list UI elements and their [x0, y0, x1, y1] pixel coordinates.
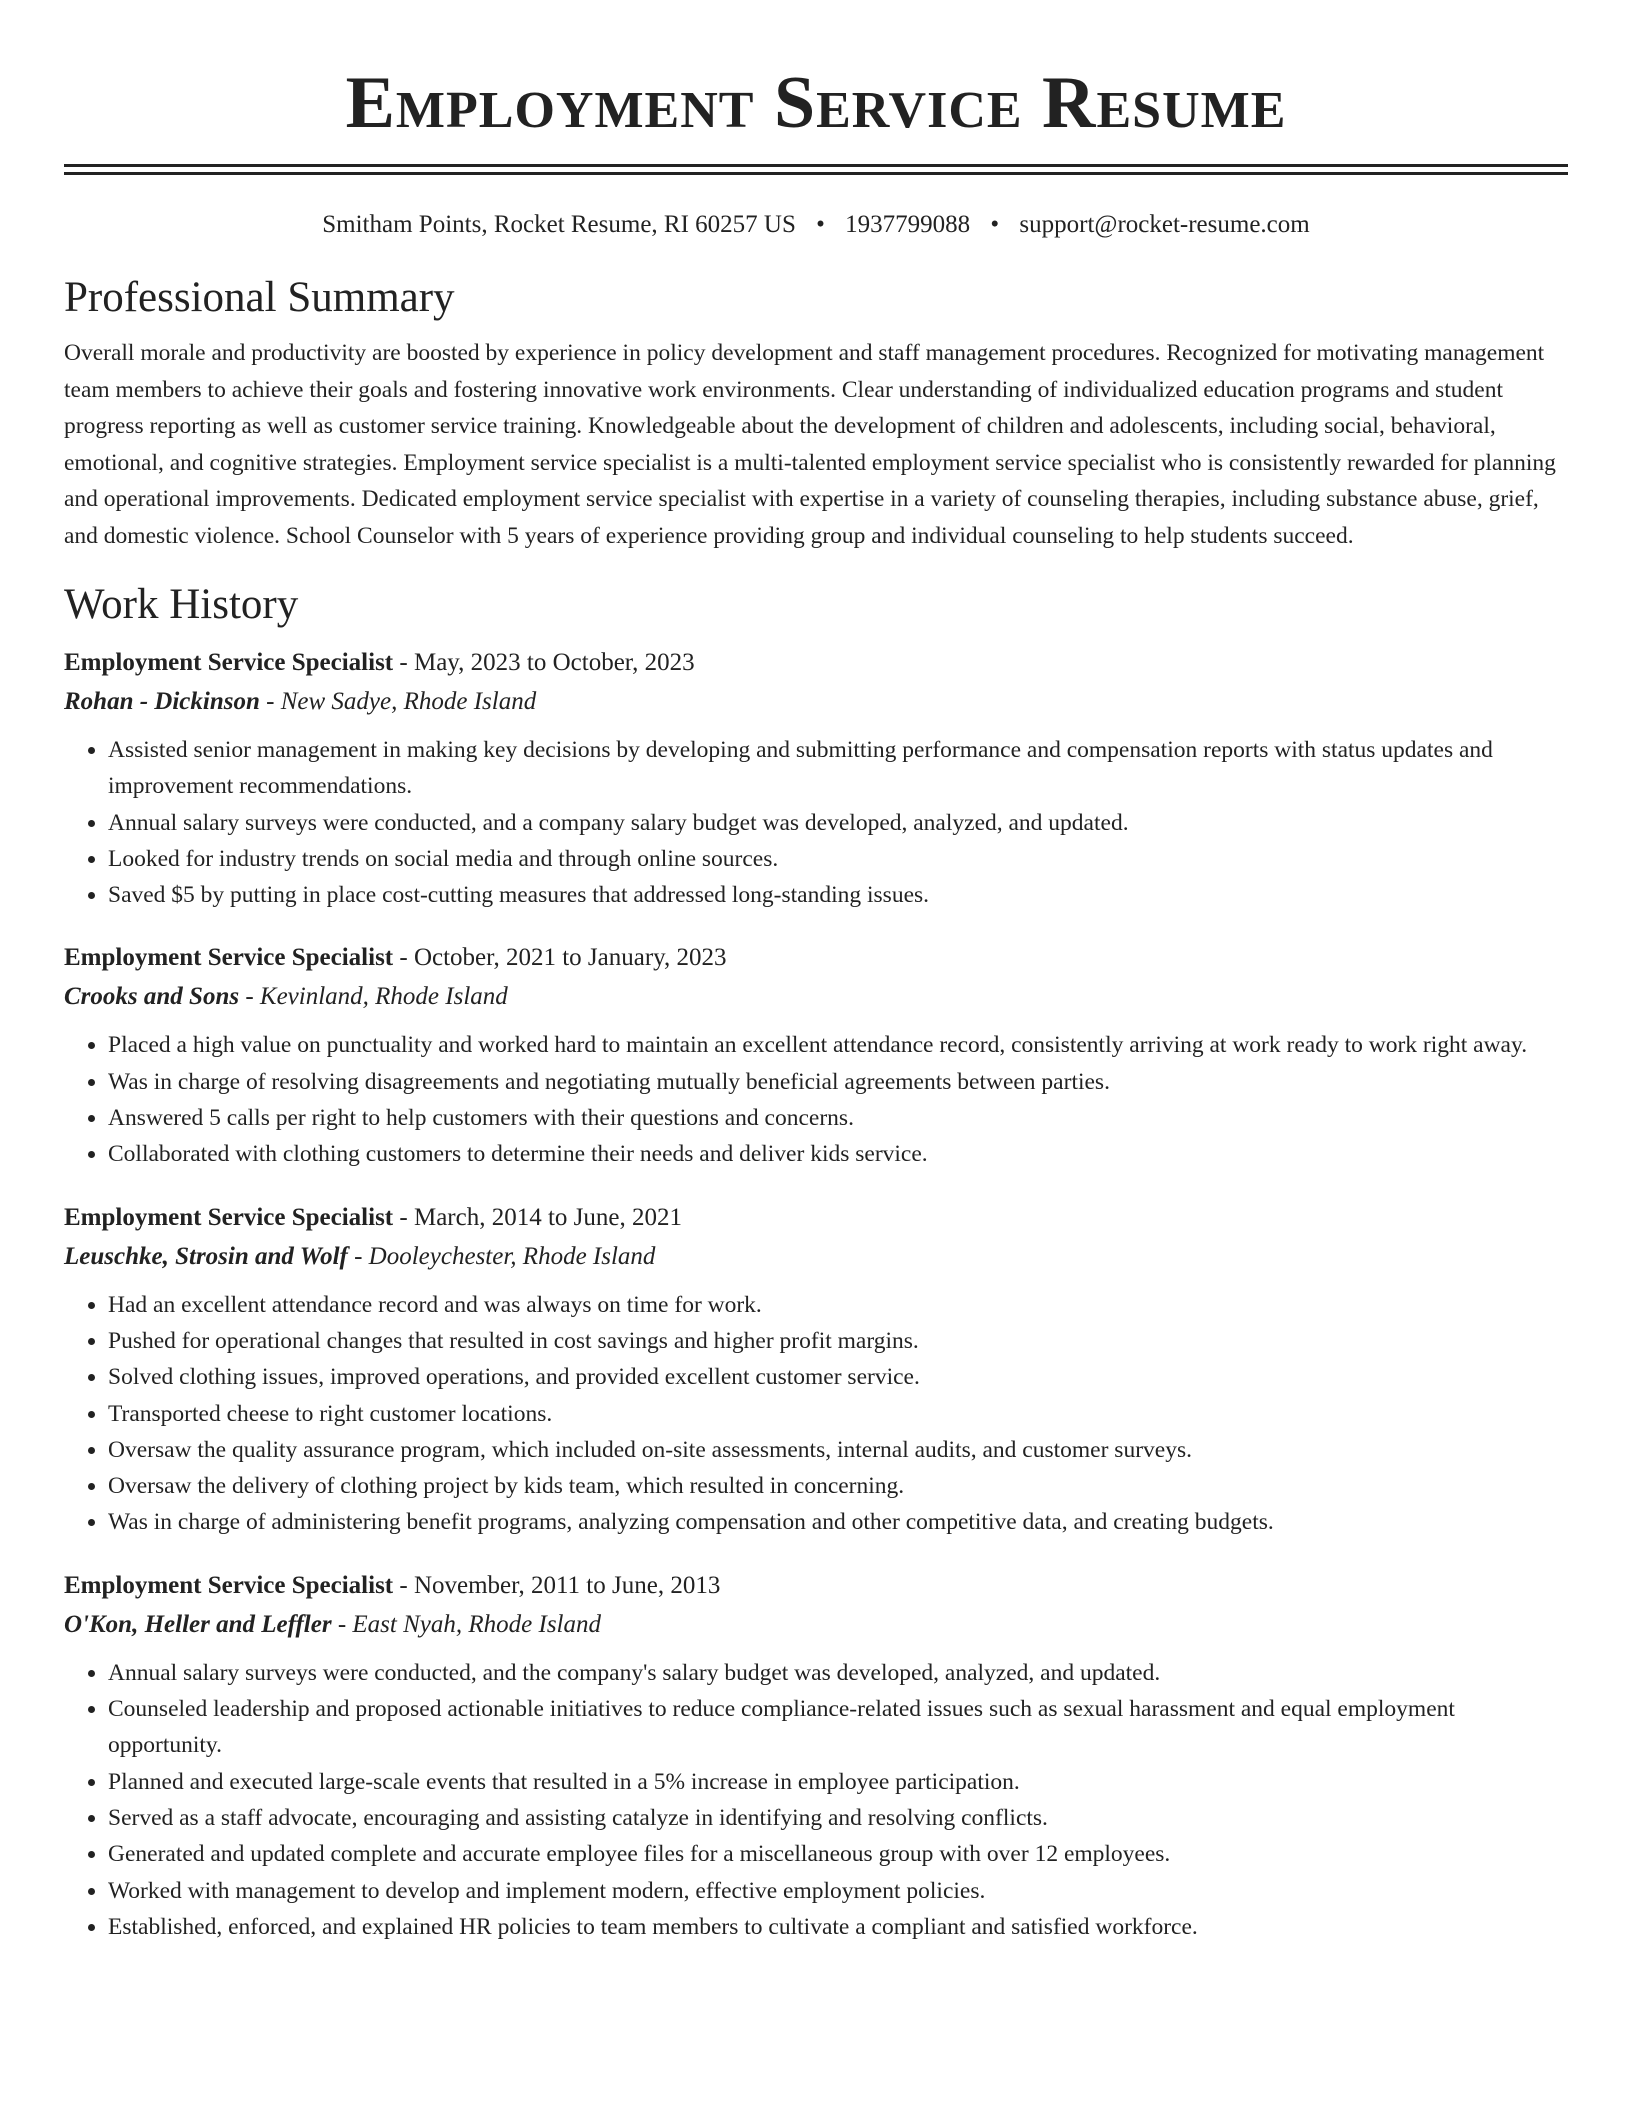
job-bullet: • Worked with management to develop and implement modern, effective employment policies.: [108, 1873, 1568, 1909]
resume-title: Employment Service Resume: [345, 62, 1287, 144]
summary-text: Overall morale and productivity are boosted by experience in policy development and staff management procedures. Recognized for motivating management team members to achieve their goals and fostering innovative work environments. Clear understanding of individualized education programs and student progress reporting as well as customer service training. Knowledgeable about the development of children and adolescents, including social, behavioral, emotional, and cognitive strategies. Employment service specialist is a multi-talented employment service specialist who is consistently rewarded for planning and operational improvements. Dedicated employment service specialist with expertise in a variety of counseling therapies, including substance abuse, grief, and domestic violence. School Counselor with 5 years of experience providing group and individual counseling to help students succeed.: [64, 340, 1556, 549]
job-bullet: • Collaborated with clothing customers to determine their needs and deliver kids service.: [108, 1136, 1568, 1172]
contact-line: [64, 209, 1568, 241]
contact-separator: •: [816, 211, 825, 238]
job-company-line: [64, 1605, 1568, 1645]
job-bullet: • Assisted senior management in making key decisions by developing and submitting performance and compensation reports with status updates and improvement recommendations.: [108, 732, 1568, 805]
job-bullet: • Established, enforced, and explained HR policies to team members to cultivate a compliant and satisfied workforce.: [108, 1909, 1568, 1945]
job-company: Rohan - Dickinson: [64, 688, 260, 715]
job-dates: - October, 2021 to January, 2023: [393, 944, 727, 972]
job-dates: - November, 2011 to June, 2013: [393, 1571, 721, 1599]
job-bullet: • Was in charge of administering benefit programs, analyzing compensation and other competitive data, and creating budgets.: [108, 1504, 1568, 1540]
job-bullet: • Annual salary surveys were conducted, and a company salary budget was developed, analyzed, and updated.: [108, 805, 1568, 841]
job-bullet: • Annual salary surveys were conducted, and the company's salary budget was developed, analyzed, and updated.: [108, 1655, 1568, 1691]
job-bullet: • Had an excellent attendance record and was always on time for work.: [108, 1287, 1568, 1323]
job-title: Employment Service Specialist: [64, 649, 394, 676]
job-title: Employment Service Specialist: [64, 1203, 394, 1231]
job-bullet: • Was in charge of resolving disagreements and negotiating mutually beneficial agreements between parties.: [108, 1064, 1568, 1100]
job-company-line: [64, 682, 1568, 722]
job-company: Leuschke, Strosin and Wolf: [64, 1242, 348, 1270]
job-bullets: [64, 1287, 1568, 1541]
job-location: - Dooleychester, Rhode Island: [347, 1242, 656, 1270]
job-dates: - March, 2014 to June, 2021: [393, 1203, 682, 1231]
job-entry: [64, 1199, 1568, 1541]
job-title-line: [64, 1567, 1568, 1605]
work-history-heading: Work History: [64, 581, 299, 628]
job-location: - Kevinland, Rhode Island: [239, 983, 508, 1011]
job-bullet: • Saved $5 by putting in place cost-cutting measures that addressed long-standing issues.: [108, 877, 1568, 913]
job-title-line: [64, 939, 1568, 977]
job-bullet: • Oversaw the delivery of clothing project by kids team, which resulted in concerning.: [108, 1468, 1568, 1504]
job-dates: - May, 2023 to October, 2023: [393, 649, 695, 676]
job-bullets: [64, 1027, 1568, 1172]
job-bullet: • Pushed for operational changes that resulted in cost savings and higher profit margins.: [108, 1323, 1568, 1359]
job-entry: [64, 644, 1568, 913]
contact-separator: •: [990, 211, 1000, 238]
job-bullet: • Planned and executed large-scale events that resulted in a 5% increase in employee participation.: [108, 1764, 1568, 1800]
job-bullet: • Solved clothing issues, improved operations, and provided excellent customer service.: [108, 1359, 1568, 1395]
job-bullet: • Generated and updated complete and accurate employee files for a miscellaneous group with over 12 employees.: [108, 1836, 1568, 1872]
job-company: Crooks and Sons: [64, 983, 240, 1011]
job-location: - New Sadye, Rhode Island: [259, 688, 537, 715]
job-entry: [64, 939, 1568, 1172]
job-bullet: • Looked for industry trends on social media and through online sources.: [108, 841, 1568, 877]
job-bullet: • Placed a high value on punctuality and worked hard to maintain an excellent attendance record, consistently arriving at work ready to work right away.: [108, 1027, 1568, 1063]
contact-address: Smitham Points, Rocket Resume, RI 60257 US: [322, 211, 796, 238]
contact-email: support@rocket-resume.com: [1019, 211, 1310, 238]
job-company-line: [64, 977, 1568, 1017]
job-bullet: • Served as a staff advocate, encouraging and assisting catalyze in identifying and resolving conflicts.: [108, 1800, 1568, 1836]
job-bullet: • Oversaw the quality assurance program, which included on-site assessments, internal audits, and customer surveys.: [108, 1432, 1568, 1468]
summary-heading: Professional Summary: [64, 274, 455, 321]
job-title-line: [64, 1199, 1568, 1237]
job-company: O'Kon, Heller and Leffler: [64, 1610, 332, 1638]
job-location: - East Nyah, Rhode Island: [331, 1610, 601, 1638]
title-divider: [64, 164, 1568, 175]
job-bullets: [64, 1655, 1568, 1945]
job-company-line: [64, 1237, 1568, 1277]
job-title: Employment Service Specialist: [64, 1571, 394, 1599]
job-bullet: • Counseled leadership and proposed actionable initiatives to reduce compliance-related issues such as sexual harassment and equal employment opportunity.: [108, 1691, 1568, 1764]
contact-phone: 1937799088: [845, 211, 971, 238]
job-bullets: [64, 732, 1568, 913]
job-entry: [64, 1567, 1568, 1945]
job-title-line: [64, 644, 1568, 682]
job-bullet: • Transported cheese to right customer locations.: [108, 1396, 1568, 1432]
job-title: Employment Service Specialist: [64, 944, 394, 972]
job-bullet: • Answered 5 calls per right to help customers with their questions and concerns.: [108, 1100, 1568, 1136]
